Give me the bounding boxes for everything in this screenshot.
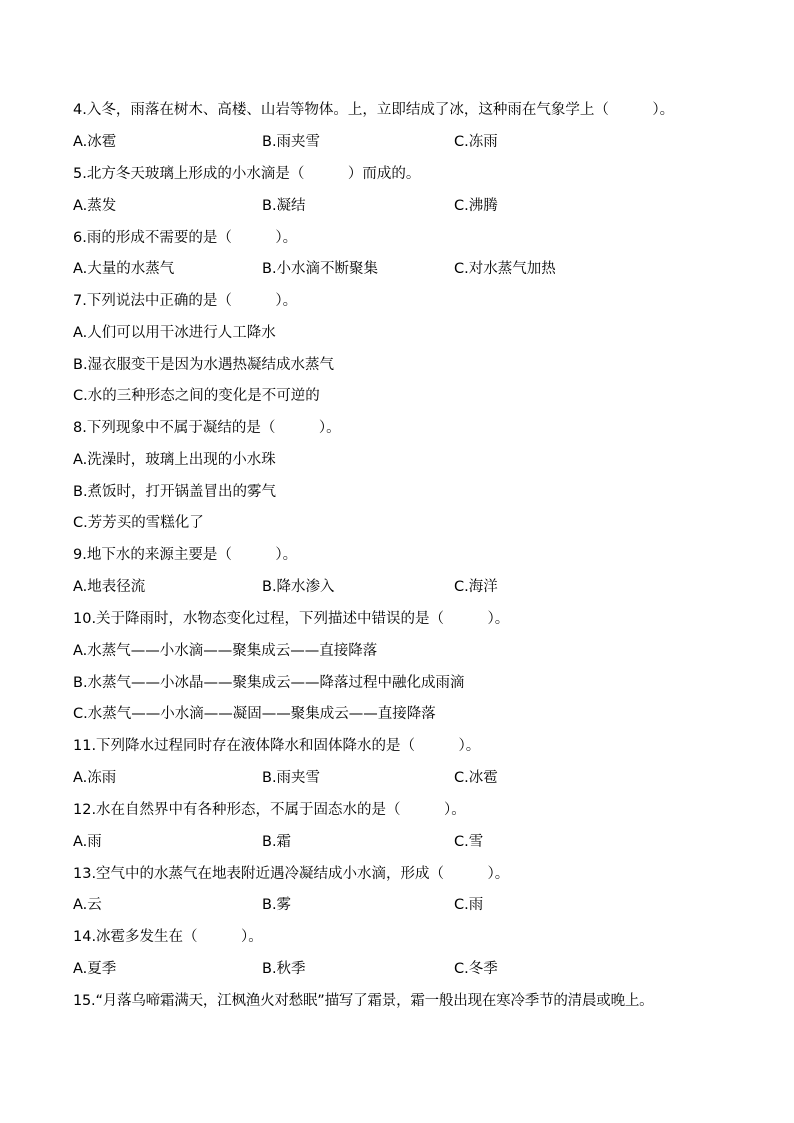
option-c: C.冬季 (454, 961, 498, 977)
option-a: A.雨 (73, 834, 102, 850)
question-8-stem: 8.下列现象中不属于凝结的是（ ）。 (73, 420, 341, 436)
question-7-option-b: B.湿衣服变干是因为水遇热凝结成水蒸气 (73, 357, 335, 373)
option-a: A.蒸发 (73, 198, 117, 214)
option-c: C.冰雹 (454, 770, 498, 786)
question-10-option-a: A.水蒸气——小水滴——聚集成云——直接降落 (73, 643, 378, 659)
option-a: A.冰雹 (73, 134, 117, 150)
option-c: C.海洋 (454, 579, 498, 595)
question-11-stem: 11.下列降水过程同时存在液体降水和固体降水的是（ ）。 (73, 738, 481, 754)
option-b: B.雨夹雪 (262, 770, 321, 786)
option-a: A.云 (73, 897, 102, 913)
option-c: C.冻雨 (454, 134, 498, 150)
option-c: C.沸腾 (454, 198, 498, 214)
question-7-option-a: A.人们可以用干冰进行人工降水 (73, 325, 276, 341)
option-a: A.冻雨 (73, 770, 117, 786)
option-b: B.降水渗入 (262, 579, 335, 595)
question-7-option-c: C.水的三种形态之间的变化是不可逆的 (73, 388, 320, 404)
option-b: B.雾 (262, 897, 292, 913)
question-13-stem: 13.空气中的水蒸气在地表附近遇冷凝结成小水滴，形成（ ）。 (73, 866, 510, 882)
option-a: A.大量的水蒸气 (73, 261, 175, 277)
question-15-stem: 15.“月落乌啼霜满天，江枫渔火对愁眠”描写了霜景，霜一般出现在寒冷季节的清晨或晚上。 (73, 993, 654, 1009)
question-7-stem: 7.下列说法中正确的是（ ）。 (73, 293, 298, 309)
option-b: B.小水滴不断聚集 (262, 261, 379, 277)
question-9-stem: 9.地下水的来源主要是（ ）。 (73, 547, 298, 563)
question-10-option-b: B.水蒸气——小冰晶——聚集成云——降落过程中融化成雨滴 (73, 675, 465, 691)
option-b: B.霜 (262, 834, 292, 850)
option-c: C.对水蒸气加热 (454, 261, 556, 277)
question-8-option-b: B.煮饭时，打开锅盖冒出的雾气 (73, 484, 277, 500)
question-8-option-a: A.洗澡时，玻璃上出现的小水珠 (73, 452, 276, 468)
question-10-stem: 10.关于降雨时，水物态变化过程，下列描述中错误的是（ ）。 (73, 611, 510, 627)
option-c: C.雨 (454, 897, 484, 913)
option-a: A.夏季 (73, 961, 117, 977)
question-6-stem: 6.雨的形成不需要的是（ ）。 (73, 230, 298, 246)
option-b: B.雨夹雪 (262, 134, 321, 150)
option-a: A.地表径流 (73, 579, 146, 595)
question-10-option-c: C.水蒸气——小水滴——凝固——聚集成云——直接降落 (73, 706, 436, 722)
option-c: C.雪 (454, 834, 484, 850)
question-8-option-c: C.芳芳买的雪糕化了 (73, 515, 204, 531)
option-b: B.秋季 (262, 961, 306, 977)
option-b: B.凝结 (262, 198, 306, 214)
question-4-stem: 4.入冬，雨落在树木、高楼、山岩等物体。上，立即结成了冰，这种雨在气象学上（ ）。 (73, 102, 675, 118)
question-12-stem: 12.水在自然界中有各种形态，不属于固态水的是（ ）。 (73, 802, 466, 818)
question-14-stem: 14.冰雹多发生在（ ）。 (73, 929, 263, 945)
question-5-stem: 5.北方冬天玻璃上形成的小水滴是（ ）而成的。 (73, 166, 421, 182)
